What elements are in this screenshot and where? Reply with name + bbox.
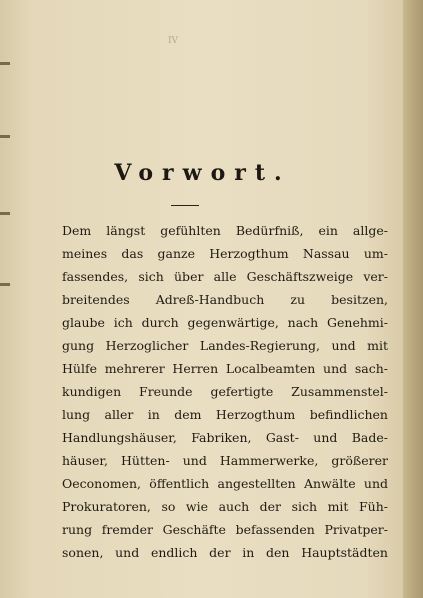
text-line: gung Herzoglicher Landes-Regierung, und mit xyxy=(62,338,388,353)
text-line: fassendes, sich über alle Geschäftszweige ver- xyxy=(62,269,388,284)
binding-mark xyxy=(0,212,10,215)
text-line: sonen, und endlich der in den Hauptstädten xyxy=(62,545,388,560)
text-line: meines das ganze Herzogthum Nassau um- xyxy=(62,246,388,261)
text-line: rung fremder Geschäfte befassenden Privatper- xyxy=(62,522,388,537)
binding-mark xyxy=(0,135,10,138)
binding-mark xyxy=(0,283,10,286)
page-title: Vorwort. xyxy=(114,160,291,186)
text-line: Hülfe mehrerer Herren Localbeamten und sach- xyxy=(62,361,388,376)
text-line: glaube ich durch gegenwärtige, nach Genehmi- xyxy=(62,315,388,330)
text-line: lung aller in dem Herzogthum befindlichen xyxy=(62,407,388,422)
text-line: kundigen Freunde gefertigte Zusammenstel- xyxy=(62,384,388,399)
body-paragraph xyxy=(62,219,388,564)
binding-mark xyxy=(0,62,10,65)
text-line: Oeconomen, öffentlich angestellten Anwälte und xyxy=(62,476,388,491)
text-line: breitendes Adreß-Handbuch zu besitzen, xyxy=(62,292,388,307)
text-line: Prokuratoren, so wie auch der sich mit Füh- xyxy=(62,499,388,514)
text-line: häuser, Hütten- und Hammerwerke, größerer xyxy=(62,453,388,468)
text-line: Handlungshäuser, Fabriken, Gast- und Bade- xyxy=(62,430,388,445)
title-divider xyxy=(171,205,199,206)
page-edge xyxy=(403,0,423,598)
page-number: IV xyxy=(168,36,179,46)
text-line: Dem längst gefühlten Bedürfniß, ein allge- xyxy=(62,223,388,238)
